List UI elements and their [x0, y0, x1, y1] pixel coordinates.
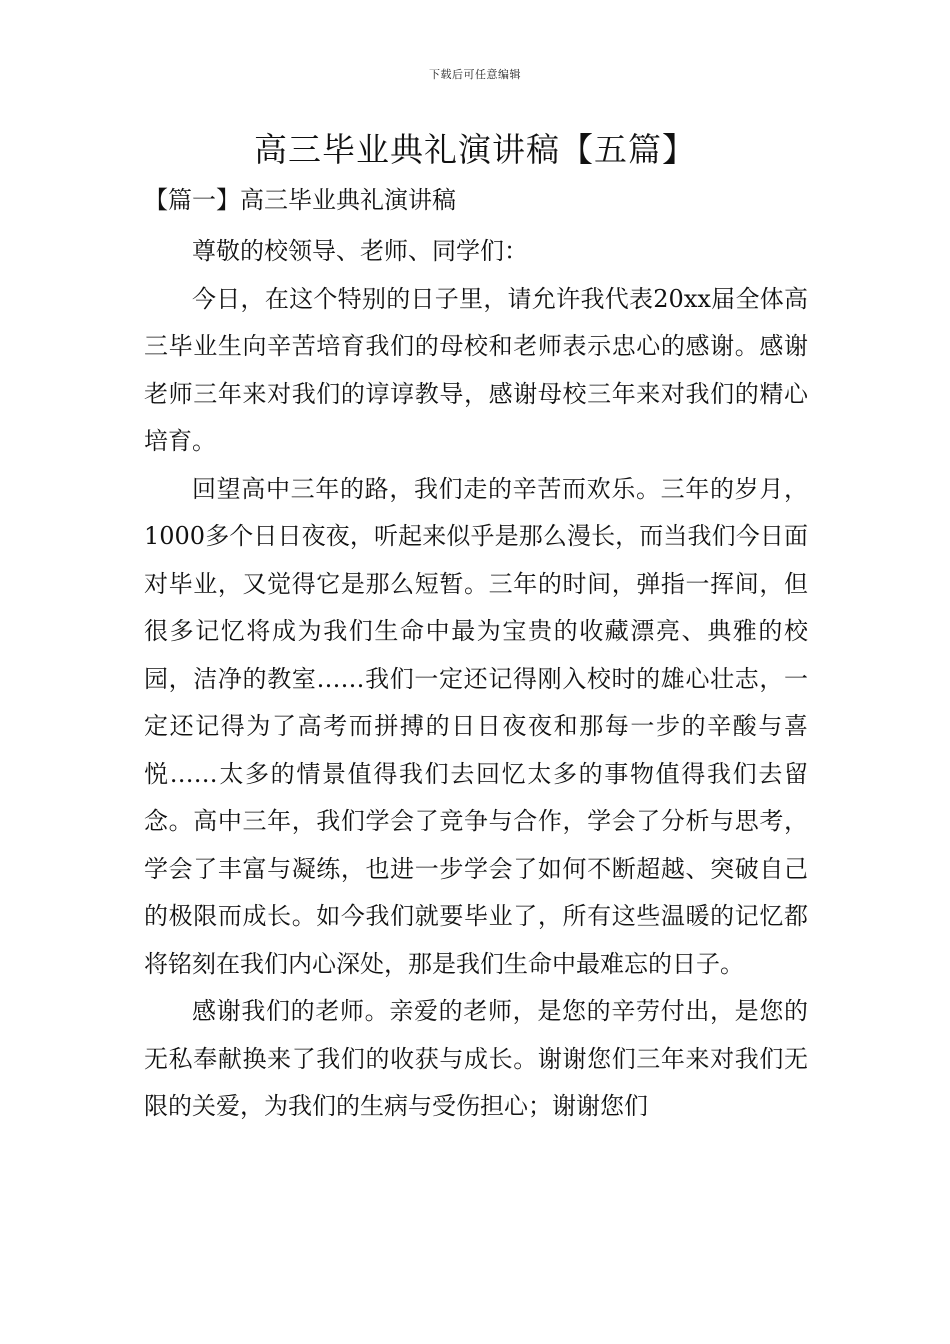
document-body [144, 228, 808, 1131]
paragraph-greeting: 尊敬的校领导、老师、同学们： [192, 237, 528, 265]
paragraph-memories: 回望高中三年的路，我们走的辛苦而欢乐。三年的岁月，1000多个日日夜夜，听起来似乎是那么漫长，而当我们今日面对毕业，又觉得它是那么短暂。三年的时间，弹指一挥间，但很多记忆将成为我们生命中最为宝贵的收藏漂亮、典雅的校园，洁净的教室……我们一定还记得刚入校时的雄心壮志，一定还记得为了高考而拼搏的日日夜夜和那每一步的辛酸与喜悦……太多的情景值得我们去回忆太多的事物值得我们去留念。高中三年，我们学会了竞争与合作，学会了分析与思考，学会了丰富与凝练，也进一步学会了如何不断超越、突破自己的极限而成长。如今我们就要毕业了，所有这些温暖的记忆都将铭刻在我们内心深处，那是我们生命中最难忘的日子。 [144, 474, 808, 978]
section-heading: 【篇一】高三毕业典礼演讲稿 [144, 186, 456, 214]
header-note: 下载后可任意编辑 [429, 68, 521, 81]
paragraph-teachers: 感谢我们的老师。亲爱的老师，是您的辛劳付出，是您的无私奉献换来了我们的收获与成长。谢谢您们三年来对我们无限的关爱，为我们的生病与受伤担心；谢谢您们 [144, 997, 808, 1120]
document-title: 高三毕业典礼演讲稿【五篇】 [254, 130, 696, 169]
paragraph-thanks: 今日，在这个特别的日子里，请允许我代表20xx届全体高三毕业生向辛苦培育我们的母校和老师表示忠心的感谢。感谢老师三年来对我们的谆谆教导，感谢母校三年来对我们的精心培育。 [144, 284, 808, 455]
